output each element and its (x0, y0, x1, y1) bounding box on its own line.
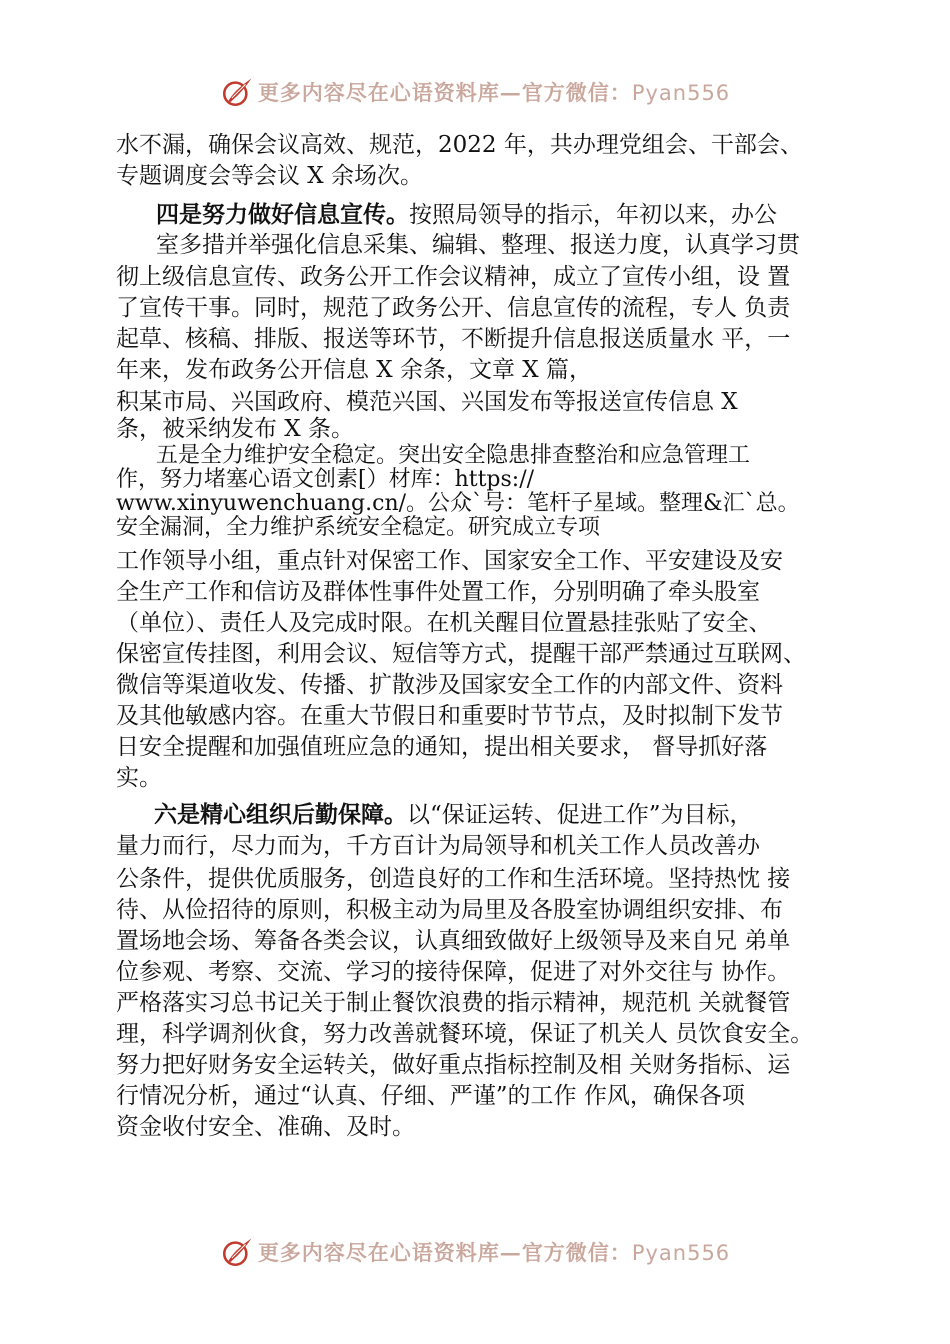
text-line: 及其他敏感内容。在重大节假日和重要时节节点，及时拟制下发节 (116, 703, 783, 729)
text-line: 严格落实习总书记关于制止餐饮浪费的指示精神，规范机 关就餐管 (116, 990, 791, 1016)
text-line: www.xinyuwenchuang.cn/。公众`号：笔杆子星域。整理&汇`总。 (116, 491, 800, 516)
text-line: 了宣传干事。同时，规范了政务公开、信息宣传的流程，专人 负责 (116, 295, 791, 321)
text-line: 行情况分析，通过“认真、仔细、严谨”的工作 作风，确保各项 (116, 1083, 745, 1109)
footer-watermark (0, 1232, 950, 1272)
section-heading-6: 六是精心组织后勤保障。 (154, 802, 407, 828)
text-line: （单位）、责任人及完成时限。在机关醒目位置悬挂张贴了安全、 (116, 610, 772, 636)
text-line: 微信等渠道收发、传播、扩散涉及国家安全工作的内部文件、资料 (116, 672, 783, 698)
section-heading-4: 四是努力做好信息宣传。 (156, 202, 409, 228)
paragraph-5-first-line: 五是全力维护安全稳定。突出安全隐患排查整治和应急管理工 (156, 443, 751, 468)
text-line: 全生产工作和信访及群体性事件处置工作，分别明确了牵头股室 (116, 579, 760, 605)
watermark-text (258, 1237, 730, 1267)
text-line: 安全漏洞，全力维护系统安全稳定。研究成立专项 (116, 515, 601, 540)
text-line: 资金收付安全、准确、及时。 (116, 1114, 415, 1140)
text-line: 置场地会场、筹备各类会议，认真细致做好上级领导及来自兄 弟单 (116, 928, 791, 954)
watermark-site: 更多内容尽在心语资料库— (257, 80, 522, 105)
watermark-wechat-label: 官方微信： (521, 1240, 632, 1265)
text-line: 作，努力堵塞心语文创素[）材库：https:// (116, 467, 535, 492)
text-line: 起草、核稿、排版、报送等环节，不断提升信息报送质量水 平，一 (116, 326, 791, 352)
text-line: 条，被采纳发布 X 条。 (116, 416, 354, 442)
watermark-wechat-id: Pyan556 (631, 1241, 731, 1265)
text-line: 待、从俭招待的原则，积极主动为局里及各股室协调组织安排、布 (116, 897, 783, 923)
text-line: 以“保证运转、促进工作”为目标， (407, 802, 753, 828)
text-line: 室多措并举强化信息采集、编辑、整理、报送力度，认真学习贯 (156, 232, 800, 258)
text-line: 专题调度会等会议 X 余场次。 (116, 163, 423, 189)
watermark-wechat-label: 官方微信： (521, 80, 632, 105)
text-line: 公条件，提供优质服务，创造良好的工作和生活环境。坚持热忱 接 (116, 866, 791, 892)
text-line: 努力把好财务安全运转关，做好重点指标控制及相 关财务指标、运 (116, 1052, 791, 1078)
text-line: 量力而行，尽力而为，千方百计为局领导和机关工作人员改善办 (116, 833, 760, 859)
text-line: 按照局领导的指示，年初以来，办公 (409, 202, 777, 228)
text-line: 水不漏，确保会议高效、规范，2022 年，共办理党组会、干部会、 (116, 132, 803, 158)
text-line: 实。 (116, 765, 162, 791)
watermark-site: 更多内容尽在心语资料库— (257, 1240, 522, 1265)
text-line: 年来，发布政务公开信息 X 余条，文章 X 篇， (116, 357, 592, 383)
quill-logo-icon (220, 1235, 254, 1269)
text-line: 位参观、考察、交流、学习的接待保障，促进了对外交往与 协作。 (116, 959, 791, 985)
text-line: 彻上级信息宣传、政务公开工作会议精神，成立了宣传小组，设 置 (116, 264, 791, 290)
text-line: 积某市局、兴国政府、模范兴国、兴国发布等报送宣传信息 X (116, 389, 738, 415)
paragraph-6-first-line (154, 800, 753, 830)
text-line: 保密宣传挂图，利用会议、短信等方式，提醒干部严禁通过互联网、 (116, 641, 806, 667)
text-line: 日安全提醒和加强值班应急的通知，提出相关要求， 督导抓好落 (116, 734, 768, 760)
text-line: 工作领导小组，重点针对保密工作、国家安全工作、平安建设及安 (116, 548, 783, 574)
text-line: 理，科学调剂伙食，努力改善就餐环境，保证了机关人 员饮食安全。 (116, 1021, 814, 1047)
watermark-wechat-id: Pyan556 (631, 81, 731, 105)
paragraph-4-first-line (156, 200, 777, 230)
